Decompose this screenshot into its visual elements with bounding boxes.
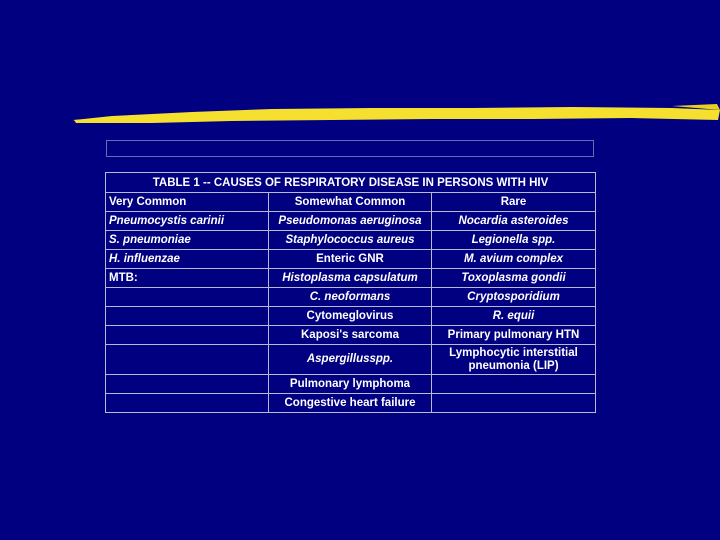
table-cell: Cryptosporidium [432,288,596,307]
table-title: TABLE 1 -- CAUSES OF RESPIRATORY DISEASE IN PERSONS WITH HIV [106,173,596,193]
table-cell: Kaposi's sarcoma [269,326,432,345]
table-cell [106,345,269,375]
table-row [106,288,596,307]
table-cell [106,394,269,413]
table-cell: Cytomeglovirus [269,307,432,326]
table-cell: Enteric GNR [269,250,432,269]
respiratory-disease-table [105,172,596,413]
table-cell: Pneumocystis carinii [106,212,269,231]
table-row [106,250,596,269]
table-row [106,231,596,250]
decorative-highlighter-stroke [72,100,720,126]
table-cell [432,375,596,394]
table-title-row [106,173,596,193]
table-cell: S. pneumoniae [106,231,269,250]
table-cell: Lymphocytic interstitial pneumonia (LIP) [432,345,596,375]
table-cell: Primary pulmonary HTN [432,326,596,345]
table-row [106,326,596,345]
table-cell: Pseudomonas aeruginosa [269,212,432,231]
table-cell [432,394,596,413]
table-cell: Pulmonary lymphoma [269,375,432,394]
table-cell: Congestive heart failure [269,394,432,413]
table-row [106,307,596,326]
header-very-common: Very Common [106,193,269,212]
table-row [106,375,596,394]
table-cell [106,288,269,307]
header-rare: Rare [432,193,596,212]
table-row [106,269,596,288]
table-cell: C. neoformans [269,288,432,307]
table-cell [106,307,269,326]
table-cell: M. avium complex [432,250,596,269]
table-cell: Staphylococcus aureus [269,231,432,250]
table-cell [106,326,269,345]
table-cell: R. equii [432,307,596,326]
table-cell: Histoplasma capsulatum [269,269,432,288]
table-row [106,345,596,375]
slide-title-placeholder [106,140,594,157]
table-cell: Nocardia asteroides [432,212,596,231]
table-cell: H. influenzae [106,250,269,269]
table-cell: Legionella spp. [432,231,596,250]
table-cell: MTB: [106,269,269,288]
table-row [106,394,596,413]
table-row [106,212,596,231]
table-cell: Aspergillusspp. [269,345,432,375]
table-cell [106,375,269,394]
table-cell: Toxoplasma gondii [432,269,596,288]
table-header-row [106,193,596,212]
header-somewhat-common: Somewhat Common [269,193,432,212]
